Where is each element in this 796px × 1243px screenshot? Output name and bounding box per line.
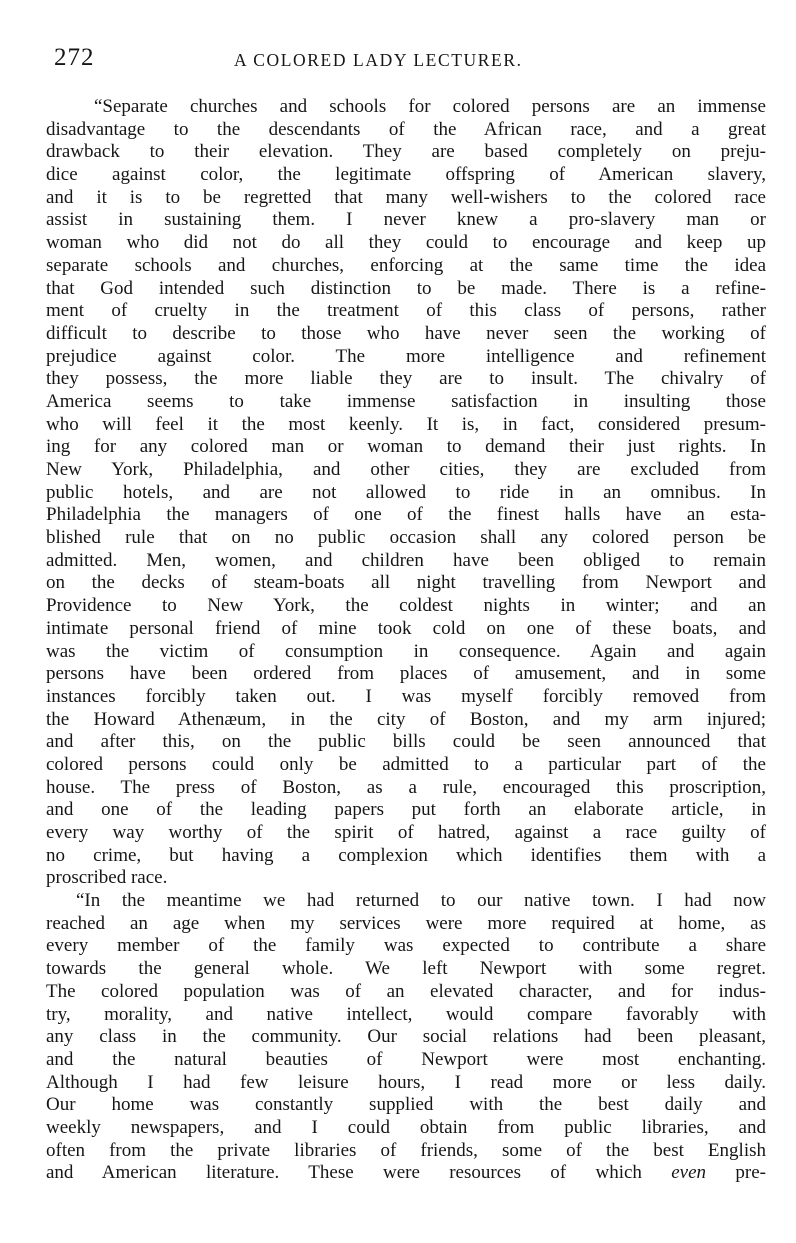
text-line: every way worthy of the spirit of hatred, against a race guilty of <box>46 822 766 843</box>
text-line: ment of cruelty in the treatment of this class of persons, rather <box>46 300 766 322</box>
text-line: drawback to their elevation. They are based completely on preju- <box>46 141 766 163</box>
text-line: separate schools and churches, enforcing at the same time the idea <box>46 254 766 276</box>
text-line: intimate personal friend of mine took cold on one of these boats, and <box>46 617 766 639</box>
text-line: The colored population was of an elevated character, and for indus- <box>46 980 766 1002</box>
text-line: Our home was constantly supplied with the best daily and <box>46 1094 766 1116</box>
text-line: “Separate churches and schools for colored persons are an immense <box>94 96 766 117</box>
running-head <box>54 44 766 78</box>
text-line: every member of the family was expected to contribute a share <box>46 935 766 957</box>
text-line: any class in the community. Our social relations had been pleasant, <box>46 1026 766 1048</box>
text-line: Providence to New York, the coldest nights in winter; and an <box>46 595 766 617</box>
text-line: reached an age when my services were more required at home, as <box>46 912 766 934</box>
text-line: and one of the leading papers put forth an elaborate article, in <box>46 799 766 821</box>
text-line: proscribed race. <box>46 867 168 889</box>
text-line: and after this, on the public bills could be seen announced that <box>46 731 766 753</box>
text-line: admitted. Men, women, and children have been obliged to remain <box>46 549 766 571</box>
text-line: often from the private libraries of friends, some of the best English <box>46 1139 766 1161</box>
text-line: the Howard Athenæum, in the city of Boston, and my arm injured; <box>46 708 766 730</box>
text-line: weekly newspapers, and I could obtain from public libraries, and <box>46 1116 766 1138</box>
page-number: 272 <box>54 44 95 71</box>
text-line: they possess, the more liable they are to insult. The chivalry of <box>46 368 766 390</box>
text-line: no crime, but having a complexion which identifies them with a <box>46 844 766 866</box>
text-line: house. The press of Boston, as a rule, encouraged this proscription, <box>46 776 766 798</box>
text-line-final <box>46 1162 766 1185</box>
text-line: blished rule that on no public occasion shall any colored person be <box>46 527 766 549</box>
text-line: that God intended such distinction to be made. There is a refine- <box>46 277 766 299</box>
body-text <box>46 96 766 1185</box>
text-line: was the victim of consumption in consequence. Again and again <box>46 640 766 662</box>
text-emphasis: even <box>671 1162 707 1184</box>
running-title: A COLORED LADY LECTURER. <box>234 50 523 70</box>
text-line: prejudice against color. The more intelligence and refinement <box>46 345 766 367</box>
text-line: woman who did not do all they could to encourage and keep up <box>46 232 766 254</box>
text-line: on the decks of steam-boats all night travelling from Newport and <box>46 572 766 594</box>
text-line: difficult to describe to those who have never seen the working of <box>46 322 766 344</box>
text-line: colored persons could only be admitted to a particular part of the <box>46 753 766 775</box>
text-line: who will feel it the most keenly. It is, in fact, considered presum- <box>46 413 766 435</box>
text-line: Philadelphia the managers of one of the finest halls have an esta- <box>46 504 766 526</box>
text-line: instances forcibly taken out. I was myself forcibly removed from <box>46 685 766 707</box>
text-line: Although I had few leisure hours, I read more or less daily. <box>46 1071 766 1093</box>
text-line: America seems to take immense satisfaction in insulting those <box>46 390 766 412</box>
text-line: “In the meantime we had returned to our native town. I had now <box>76 890 766 912</box>
text-line: assist in sustaining them. I never knew a pro-slavery man or <box>46 209 766 231</box>
text-line: New York, Philadelphia, and other cities, they are excluded from <box>46 459 766 480</box>
text-line: ing for any colored man or woman to demand their just rights. In <box>46 436 766 458</box>
text-line: dice against color, the legitimate offspring of American slavery, <box>46 164 766 186</box>
text-line: towards the general whole. We left Newport with some regret. <box>46 958 766 980</box>
text-line: and the natural beauties of Newport were most enchanting. <box>46 1048 766 1070</box>
text-line: and it is to be regretted that many well-wishers to the colored race <box>46 186 766 208</box>
text-line: persons have been ordered from places of amusement, and in some <box>46 663 766 685</box>
text-line-final-main: and American literature. These were resources of which <box>46 1162 642 1184</box>
text-line: disadvantage to the descendants of the African race, and a great <box>46 118 766 140</box>
text-hyphen-fragment: pre- <box>735 1162 766 1184</box>
text-line: public hotels, and are not allowed to ride in an omnibus. In <box>46 481 766 503</box>
text-line: try, morality, and native intellect, would compare favorably with <box>46 1003 766 1025</box>
